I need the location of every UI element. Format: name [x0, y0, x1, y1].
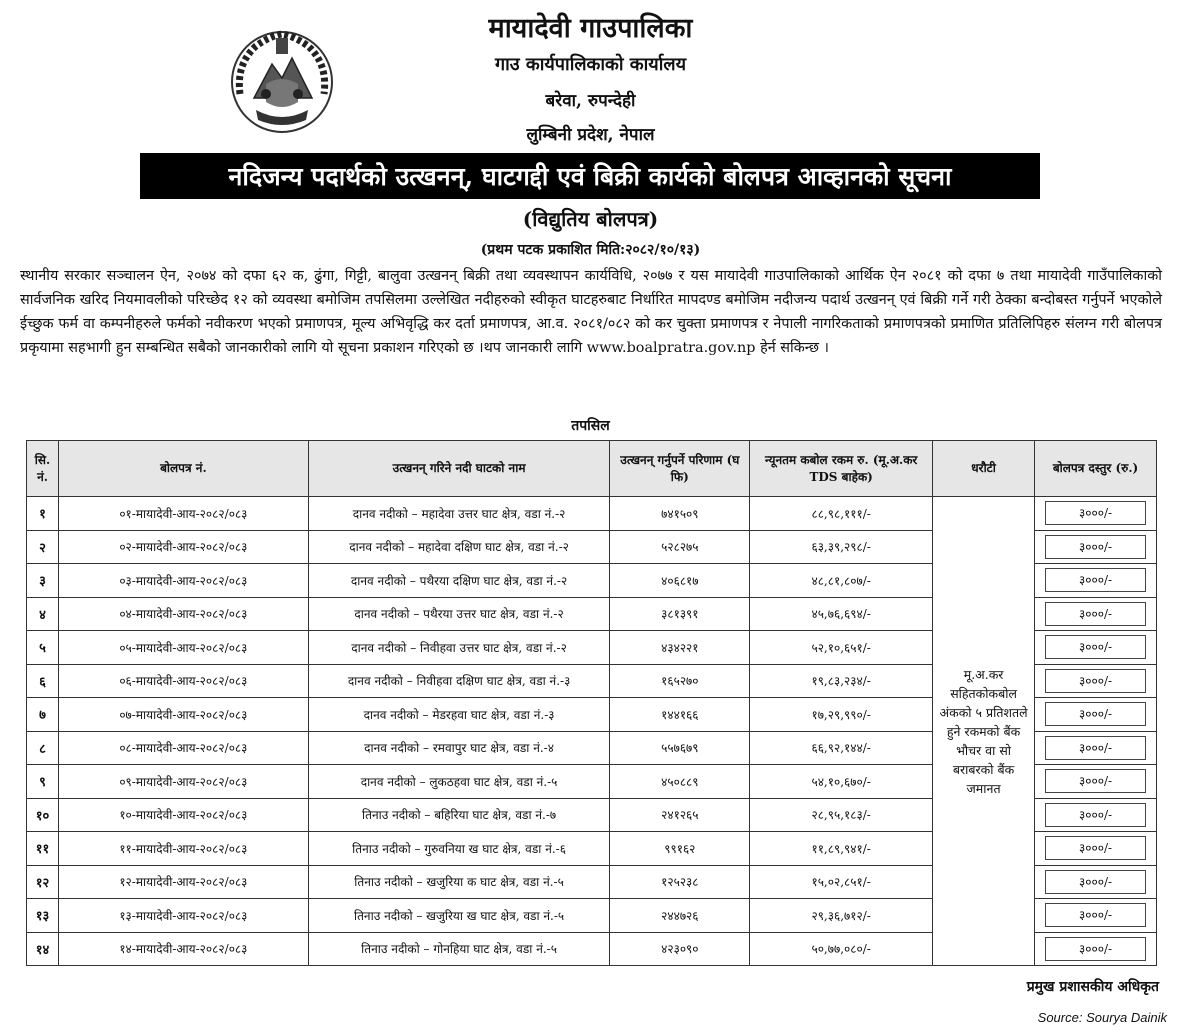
cell-location: तिनाउ नदीको – गुरुवनिया ख घाट क्षेत्र, वडा नं.-६: [308, 832, 610, 866]
cell-min-amount: ११,८९,९४१/-: [750, 832, 933, 866]
cell-min-amount: १९,८३,२३४/-: [750, 664, 933, 698]
cell-fee: [1035, 899, 1157, 933]
cell-fee: [1035, 664, 1157, 698]
cell-location: दानव नदीको – रमवापुर घाट क्षेत्र, वडा नं.-४: [308, 731, 610, 765]
cell-fee: [1035, 932, 1157, 966]
intro-paragraph: स्थानीय सरकार सञ्चालन ऐन, २०७४ को दफा ६२ क, ढुंगा, गिट्टी, बालुवा उत्खनन् बिक्री तथा व्यवस्थापन कार्यविधि, २०७७ र यस मायादेवी गाउपालिकाको आर्थिक ऐन २०८१ को दफा ७ तथा मायादेवी गाउँपालिकाको सार्वजनिक खरिद नियमावलीको परिच्छेद १२ को व्यवस्था बमोजिम तपसिलमा उल्लेखित नदीहरुको स्वीकृत घाटहरुबाट निर्धारित मापदण्ड बमोजिम नदीजन्य पदार्थ उत्खनन् एवं बिक्री गर्ने गरी ठेक्का बन्दोबस्त गर्नुपर्ने भएकोले ईच्छुक फर्म वा कम्पनीहरुले फर्मको नवीकरण भएको प्रमाणपत्र, मूल्य अभिवृद्धि कर दर्ता प्रमाणपत्र, आ.व. २०८१/०८२ को कर चुक्ता प्रमाणपत्र र नेपाली नागरिकताको प्रमाणपत्रको प्रमाणित प्रतिलिपिहरु संलग्न गरी बोलपत्र प्रकृयामा सहभागी हुन सम्बन्धित सबैको जानकारीको लागि यो सूचना प्रकाशन गरिएको छ ।थप जानकारी लागि www.boalpratra.gov.np हेर्न सकिन्छ ।: [20, 268, 1162, 356]
cell-fee: [1035, 631, 1157, 665]
table-row: [27, 497, 1157, 531]
fee-value: ३०००/-: [1045, 769, 1146, 793]
cell-min-amount: ५०,७७,०८०/-: [750, 932, 933, 966]
cell-location: दानव नदीको – लुकठहवा घाट क्षेत्र, वडा नं.-५: [308, 765, 610, 799]
cell-location: तिनाउ नदीको – बहिरिया घाट क्षेत्र, वडा नं.-७: [308, 798, 610, 832]
fee-value: ३०००/-: [1045, 535, 1146, 559]
header-quantity: उत्खनन् गर्नुपर्ने परिणाम (घ फि): [610, 441, 750, 497]
cell-min-amount: ४८,८१,८०७/-: [750, 564, 933, 598]
annex-label: तपसिल: [571, 418, 610, 434]
cell-quantity: ५५७६७९: [610, 731, 750, 765]
fee-value: ३०००/-: [1045, 736, 1146, 760]
cell-location: दानव नदीको – पथैरया उत्तर घाट क्षेत्र, वडा नं.-२: [308, 597, 610, 631]
cell-bid-no: ११-मायादेवी-आय-२०८२/०८३: [58, 832, 308, 866]
header-fee: बोलपत्र दस्तुर (रु.): [1035, 441, 1157, 497]
cell-sn: ५: [27, 631, 59, 665]
cell-bid-no: १२-मायादेवी-आय-२०८२/०८३: [58, 865, 308, 899]
fee-value: ३०००/-: [1045, 635, 1146, 659]
cell-location: तिनाउ नदीको – खजुरिया ख घाट क्षेत्र, वडा नं.-५: [308, 899, 610, 933]
cell-quantity: १६५२७०: [610, 664, 750, 698]
first-published-date: (प्रथम पटक प्रकाशित मिति:२०८२/१०/१३): [480, 242, 701, 258]
cell-fee: [1035, 530, 1157, 564]
cell-bid-no: १०-मायादेवी-आय-२०८२/०८३: [58, 798, 308, 832]
fee-value: ३०००/-: [1045, 803, 1146, 827]
fee-value: ३०००/-: [1045, 836, 1146, 860]
cell-location: दानव नदीको – महादेवा उत्तर घाट क्षेत्र, वडा नं.-२: [308, 497, 610, 531]
cell-quantity: ४३४२२१: [610, 631, 750, 665]
header-location: उत्खनन् गरिने नदी घाटको नाम: [308, 441, 610, 497]
cell-sn: १४: [27, 932, 59, 966]
cell-sn: २: [27, 530, 59, 564]
cell-location: दानव नदीको – पथैरया दक्षिण घाट क्षेत्र, वडा नं.-२: [308, 564, 610, 598]
fee-value: ३०००/-: [1045, 870, 1146, 894]
cell-min-amount: २९,३६,७१२/-: [750, 899, 933, 933]
cell-sn: ८: [27, 731, 59, 765]
cell-fee: [1035, 865, 1157, 899]
cell-bid-no: ०४-मायादेवी-आय-२०८२/०८३: [58, 597, 308, 631]
cell-bid-no: ०५-मायादेवी-आय-२०८२/०८३: [58, 631, 308, 665]
signature-title: प्रमुख प्रशासकीय अधिकृत: [1026, 979, 1159, 995]
cell-location: दानव नदीको – महादेवा दक्षिण घाट क्षेत्र, वडा नं.-२: [308, 530, 610, 564]
cell-min-amount: ५४,१०,६७०/-: [750, 765, 933, 799]
cell-sn: १: [27, 497, 59, 531]
cell-min-amount: ६३,३९,२९८/-: [750, 530, 933, 564]
cell-location: तिनाउ नदीको – खजुरिया क घाट क्षेत्र, वडा नं.-५: [308, 865, 610, 899]
cell-min-amount: ५२,१०,६५१/-: [750, 631, 933, 665]
header-bid-no: बोलपत्र नं.: [58, 441, 308, 497]
cell-sn: १०: [27, 798, 59, 832]
office-address: बरेवा, रुपन्देही: [545, 91, 636, 111]
cell-fee: [1035, 765, 1157, 799]
cell-quantity: २४४७२६: [610, 899, 750, 933]
cell-deposit: मू.अ.कर सहितकोकबोल अंकको ५ प्रतिशतले हुने रकमको बैंक भौचर वा सो बराबरको बैंक जमानत: [933, 497, 1035, 966]
cell-location: तिनाउ नदीको – गोनहिया घाट क्षेत्र, वडा नं.-५: [308, 932, 610, 966]
fee-value: ३०००/-: [1045, 501, 1146, 525]
bid-type: (विद्युतिय बोलपत्र): [522, 207, 659, 231]
cell-sn: ११: [27, 832, 59, 866]
cell-fee: [1035, 564, 1157, 598]
bid-table-body: [27, 497, 1157, 966]
cell-min-amount: २८,९५,१८३/-: [750, 798, 933, 832]
cell-sn: ४: [27, 597, 59, 631]
header-sn: सि. नं.: [27, 441, 59, 497]
cell-bid-no: ०१-मायादेवी-आय-२०८२/०८३: [58, 497, 308, 531]
fee-value: ३०००/-: [1045, 568, 1146, 592]
cell-sn: ६: [27, 664, 59, 698]
cell-bid-no: ०६-मायादेवी-आय-२०८२/०८३: [58, 664, 308, 698]
header-deposit: धरौटी: [933, 441, 1035, 497]
cell-fee: [1035, 731, 1157, 765]
cell-min-amount: १५,०२,८५१/-: [750, 865, 933, 899]
cell-quantity: २४१२६५: [610, 798, 750, 832]
fee-value: ३०००/-: [1045, 669, 1146, 693]
cell-fee: [1035, 597, 1157, 631]
cell-sn: ९: [27, 765, 59, 799]
cell-min-amount: ४५,७६,६९४/-: [750, 597, 933, 631]
cell-min-amount: ६६,९२,१४४/-: [750, 731, 933, 765]
cell-quantity: ९९१६२: [610, 832, 750, 866]
cell-min-amount: १७,२९,९९०/-: [750, 698, 933, 732]
cell-fee: [1035, 497, 1157, 531]
cell-bid-no: १४-मायादेवी-आय-२०८२/०८३: [58, 932, 308, 966]
cell-min-amount: ८८,९८,१११/-: [750, 497, 933, 531]
sub-office: गाउ कार्यपालिकाको कार्यालय: [494, 54, 687, 75]
cell-fee: [1035, 798, 1157, 832]
cell-bid-no: ०९-मायादेवी-आय-२०८२/०८३: [58, 765, 308, 799]
cell-quantity: ३८१३९१: [610, 597, 750, 631]
cell-quantity: १२५२३८: [610, 865, 750, 899]
cell-quantity: ४०६८१७: [610, 564, 750, 598]
cell-quantity: ४५०८८९: [610, 765, 750, 799]
cell-sn: १३: [27, 899, 59, 933]
office-province: लुम्बिनी प्रदेश, नेपाल: [526, 125, 655, 145]
table-header-row: [27, 441, 1157, 497]
notice-title: [140, 153, 1040, 199]
source-credit: Source: Sourya Dainik: [1037, 1010, 1167, 1025]
cell-bid-no: १३-मायादेवी-आय-२०८२/०८३: [58, 899, 308, 933]
cell-bid-no: ०८-मायादेवी-आय-२०८२/०८३: [58, 731, 308, 765]
cell-fee: [1035, 698, 1157, 732]
cell-location: दानव नदीको – निवीहवा उत्तर घाट क्षेत्र, वडा नं.-२: [308, 631, 610, 665]
fee-value: ३०००/-: [1045, 702, 1146, 726]
cell-quantity: ५२८२७५: [610, 530, 750, 564]
cell-bid-no: ०३-मायादेवी-आय-२०८२/०८३: [58, 564, 308, 598]
cell-fee: [1035, 832, 1157, 866]
fee-value: ३०००/-: [1045, 602, 1146, 626]
cell-sn: ३: [27, 564, 59, 598]
cell-location: दानव नदीको – मेडरहवा घाट क्षेत्र, वडा नं.-३: [308, 698, 610, 732]
cell-location: दानव नदीको – निवीहवा दक्षिण घाट क्षेत्र, वडा नं.-३: [308, 664, 610, 698]
header-min-amount: न्यूनतम कबोल रकम रु. (मू.अ.कर TDS बाहेक): [750, 441, 933, 497]
cell-quantity: ४२३०९०: [610, 932, 750, 966]
cell-sn: १२: [27, 865, 59, 899]
cell-sn: ७: [27, 698, 59, 732]
fee-value: ३०००/-: [1045, 903, 1146, 927]
bid-table: [26, 440, 1157, 966]
cell-quantity: १४४१६६: [610, 698, 750, 732]
fee-value: ३०००/-: [1045, 937, 1146, 961]
office-name: मायादेवी गाउपालिका: [488, 13, 693, 44]
cell-bid-no: ०७-मायादेवी-आय-२०८२/०८३: [58, 698, 308, 732]
cell-quantity: ७४१५०९: [610, 497, 750, 531]
cell-bid-no: ०२-मायादेवी-आय-२०८२/०८३: [58, 530, 308, 564]
notice-title-text: नदिजन्य पदार्थको उत्खनन्, घाटगद्दी एवं बिक्री कार्यको बोलपत्र आव्हानको सूचना: [228, 162, 952, 191]
